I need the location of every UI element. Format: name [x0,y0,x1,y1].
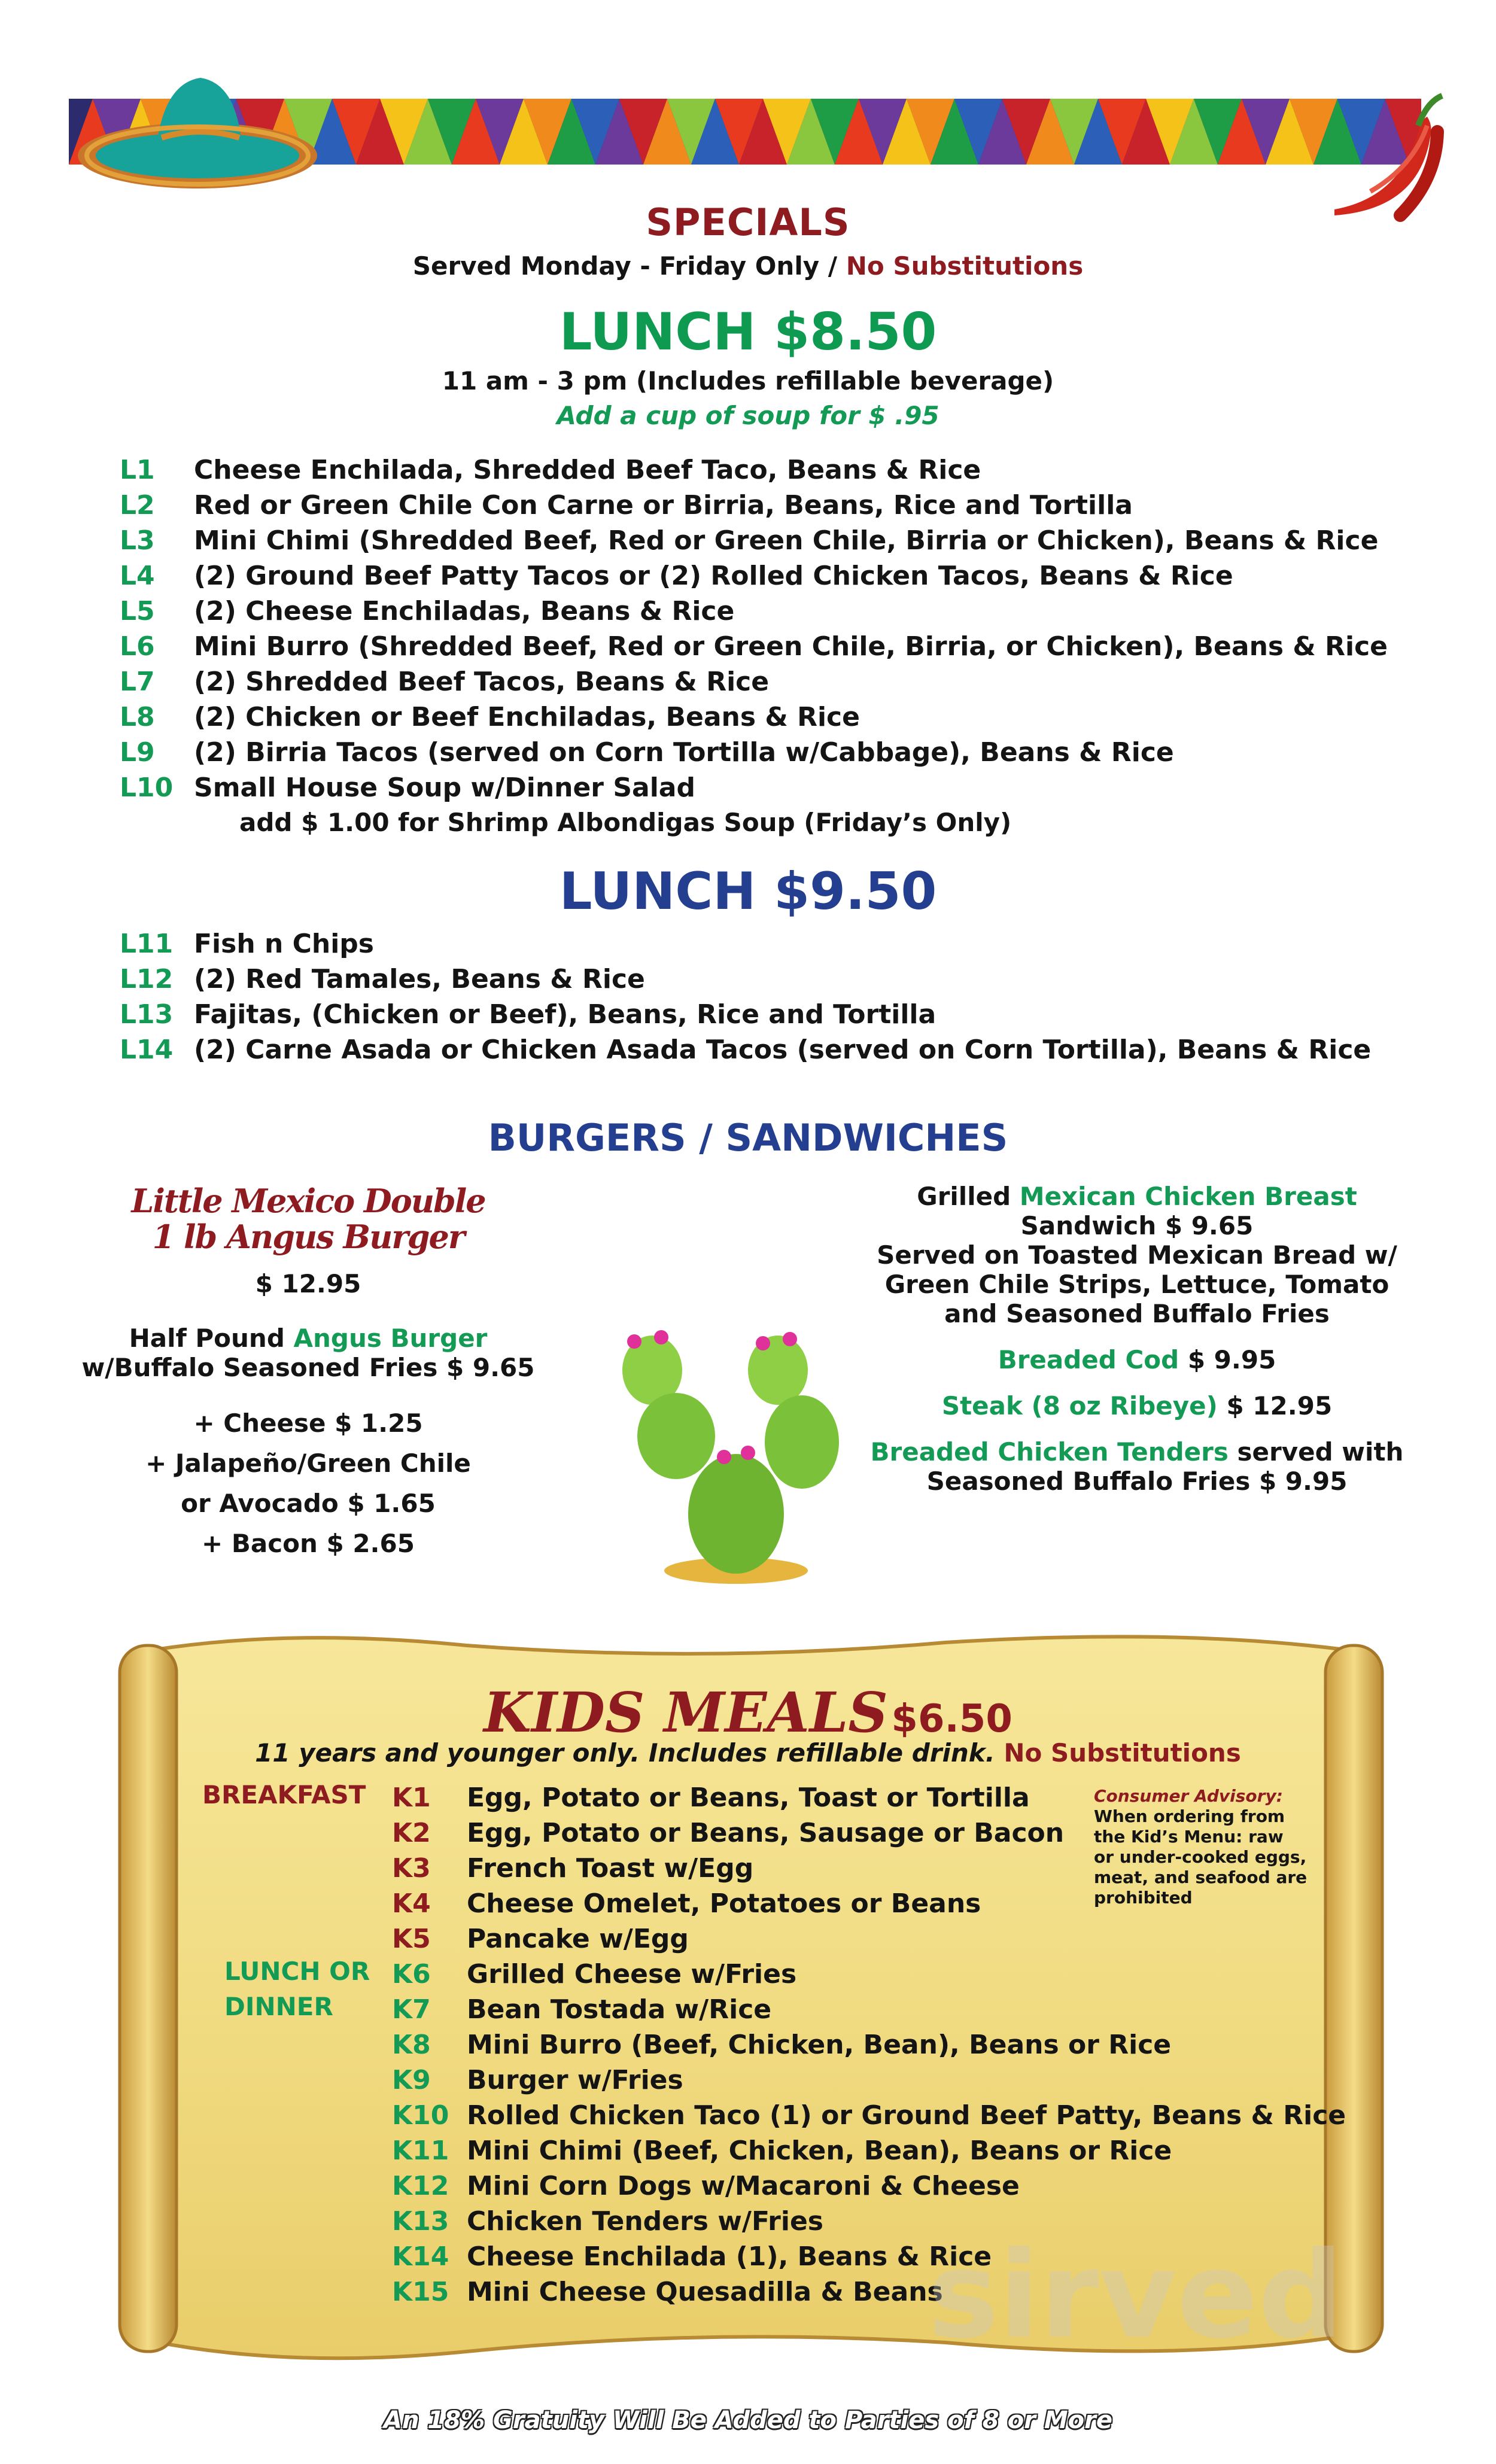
kids-item [392,1992,1346,2027]
lunch2-item [120,1032,1371,1067]
lunch-hours: 11 am - 3 pm (Includes refillable beverage) [442,366,1054,396]
dinner-label: DINNER [224,1992,333,2021]
kids-meals-title: KIDS MEALS [484,1680,888,1745]
kids-item [392,2063,1346,2098]
lunch1-item-code: L8 [120,702,155,732]
lunch1-item [120,523,1388,558]
lunch-or-label: LUNCH OR [224,1957,370,1986]
kids-item [392,2133,1346,2168]
burgers-sandwiches-title: BURGERS / SANDWICHES [488,1116,1008,1160]
soup-addon-note: Add a cup of soup for $ .95 [557,401,939,430]
kids-item-text: French Toast w/Egg [467,1853,754,1884]
lunch-950-list [120,926,1371,1067]
addon-avocado: or Avocado $ 1.65 [181,1489,436,1518]
lunch2-item-text: (2) Red Tamales, Beans & Rice [194,964,645,994]
kids-item [392,2098,1346,2133]
lunch1-item [120,770,1388,805]
kids-item-text: Mini Burro (Beef, Chicken, Bean), Beans or Rice [467,2030,1172,2060]
kids-item-text: Mini Cheese Quesadilla & Beans [467,2277,943,2307]
kids-item-text: Mini Corn Dogs w/Macaroni & Cheese [467,2171,1020,2201]
grilled-label: Grilled [917,1182,1020,1211]
lunch1-item-text: (2) Shredded Beef Tacos, Beans & Rice [194,667,770,697]
lunch1-item-code: L2 [120,490,155,521]
kids-item-code: K6 [392,1959,431,1990]
shrimp-soup-addon: add $ 1.00 for Shrimp Albondigas Soup (Friday’s Only) [239,808,1012,837]
lunch1-item-text: Red or Green Chile Con Carne or Birria, Beans, Rice and Tortilla [194,490,1133,521]
half-pound-fries-price: w/Buffalo Seasoned Fries $ 9.65 [81,1353,535,1382]
kids-item-text: Bean Tostada w/Rice [467,1994,772,2025]
kids-item-text: Burger w/Fries [467,2065,683,2095]
double-burger-name-line2: 1 lb Angus Burger [152,1218,464,1256]
chicken-sandwich-desc2: Green Chile Strips, Lettuce, Tomato [884,1270,1389,1299]
breaded-cod-price: $ 9.95 [1179,1345,1276,1374]
advisory-line5: prohibited [1094,1888,1193,1908]
lunch1-item-text: (2) Birria Tacos (served on Corn Tortilla w/Cabbage), Beans & Rice [194,737,1174,768]
kids-item [392,1921,1346,1957]
kids-item-text: Grilled Cheese w/Fries [467,1959,797,1990]
kids-item-text: Egg, Potato or Beans, Toast or Tortilla [467,1782,1030,1813]
lunch1-item-code: L9 [120,737,155,768]
steak-label: Steak (8 oz Ribeye) [941,1391,1218,1420]
lunch1-item-code: L7 [120,667,155,697]
breaded-cod-label: Breaded Cod [998,1345,1179,1374]
chicken-tenders-label: Breaded Chicken Tenders [870,1437,1229,1467]
kids-item [392,2168,1346,2204]
lunch1-item-text: Cheese Enchilada, Shredded Beef Taco, Beans & Rice [194,455,981,485]
no-substitutions-note: No Substitutions [846,251,1084,281]
lunch2-item-text: (2) Carne Asada or Chicken Asada Tacos (served on Corn Tortilla), Beans & Rice [194,1035,1372,1065]
kids-item-code: K3 [392,1853,431,1884]
kids-item-code: K11 [392,2136,449,2166]
kids-item-code: K14 [392,2241,449,2272]
lunch1-item [120,488,1388,523]
lunch1-item [120,558,1388,594]
kids-item-text: Cheese Omelet, Potatoes or Beans [467,1888,981,1919]
kids-item-code: K5 [392,1924,431,1954]
lunch1-item-text: (2) Chicken or Beef Enchiladas, Beans & Rice [194,702,860,732]
kids-age-note: 11 years and younger only. Includes refillable drink. [255,1738,995,1768]
addon-jalapeno: + Jalapeño/Green Chile [145,1449,471,1478]
kids-item-code: K15 [392,2277,449,2307]
kids-item-text: Mini Chimi (Beef, Chicken, Bean), Beans or Rice [467,2136,1172,2166]
lunch1-item [120,629,1388,664]
lunch2-item [120,926,1371,962]
kids-item-text: Chicken Tenders w/Fries [467,2206,823,2237]
sombrero-icon [72,66,323,191]
kids-item-text: Cheese Enchilada (1), Beans & Rice [467,2241,992,2272]
steak-price: $ 12.95 [1217,1391,1333,1420]
lunch2-item [120,962,1371,997]
chicken-breast-label: Mexican Chicken Breast [1019,1182,1357,1211]
lunch1-item-code: L4 [120,561,155,591]
kids-item-text: Egg, Potato or Beans, Sausage or Bacon [467,1818,1065,1848]
burger-left-column [54,1182,562,1558]
kids-meals-subtitle [0,1738,1496,1768]
addon-cheese: + Cheese $ 1.25 [193,1409,423,1438]
half-pound-burger [54,1324,562,1353]
lunch2-item-code: L11 [120,929,174,959]
cactus-icon [604,1298,856,1586]
lunch1-item [120,735,1388,770]
steak-ribeye [838,1391,1436,1420]
kids-item-code: K12 [392,2171,449,2201]
lunch1-item-code: L3 [120,525,155,556]
served-days: Served Monday - Friday Only / [412,251,838,281]
kids-item-text: Rolled Chicken Taco (1) or Ground Beef Patty, Beans & Rice [467,2100,1346,2131]
lunch1-item-text: (2) Ground Beef Patty Tacos or (2) Rolled Chicken Tacos, Beans & Rice [194,561,1233,591]
specials-subtitle [0,251,1496,281]
chicken-tenders [838,1437,1436,1467]
lunch1-item-code: L10 [120,772,174,803]
lunch-850-list [120,452,1388,805]
lunch2-item-code: L12 [120,964,174,994]
kids-item-code: K9 [392,2065,431,2095]
advisory-title: Consumer Advisory: [1094,1786,1283,1806]
double-burger-price: $ 12.95 [255,1269,361,1298]
breaded-cod [838,1345,1436,1374]
angus-burger-label: Angus Burger [293,1324,488,1353]
kids-item [392,2027,1346,2063]
lunch-850-title: LUNCH $8.50 [559,302,937,362]
lunch1-item [120,594,1388,629]
lunch1-item-code: L1 [120,455,155,485]
burger-right-column [838,1182,1436,1496]
chicken-tenders-served: served with [1228,1437,1404,1467]
lunch2-item-text: Fajitas, (Chicken or Beef), Beans, Rice and Tortilla [194,999,936,1030]
chicken-tenders-price: Seasoned Buffalo Fries $ 9.95 [926,1467,1348,1496]
kids-meals-header [0,1680,1496,1745]
kids-meals-price: $6.50 [891,1697,1012,1741]
lunch1-item [120,452,1388,488]
gratuity-notice: An 18% Gratuity Will Be Added to Parties of 8 or More [384,2407,1112,2434]
kids-no-substitutions: No Substitutions [1004,1738,1241,1768]
addon-bacon: + Bacon $ 2.65 [202,1529,415,1558]
lunch1-item-text: (2) Cheese Enchiladas, Beans & Rice [194,596,735,626]
kids-item-code: K8 [392,2030,431,2060]
advisory-line2: the Kid’s Menu: raw [1094,1827,1284,1847]
lunch1-item-text: Mini Chimi (Shredded Beef, Red or Green Chile, Birria or Chicken), Beans & Rice [194,525,1379,556]
chicken-sandwich-price: Sandwich $ 9.65 [1020,1211,1254,1240]
lunch2-item-text: Fish n Chips [194,929,374,959]
lunch1-item-text: Small House Soup w/Dinner Salad [194,772,695,803]
half-pound-label: Half Pound [129,1324,294,1353]
kids-item-code: K1 [392,1782,431,1813]
consumer-advisory [1094,1786,1321,1908]
kids-item-code: K13 [392,2206,449,2237]
chicken-breast-sandwich [838,1182,1436,1211]
lunch2-item [120,997,1371,1032]
kids-item-code: K4 [392,1888,431,1919]
specials-title: SPECIALS [646,200,850,244]
breakfast-label: BREAKFAST [202,1780,366,1809]
kids-item-text: Pancake w/Egg [467,1924,689,1954]
lunch1-item [120,664,1388,699]
lunch-950-title: LUNCH $9.50 [559,862,937,921]
kids-item-code: K10 [392,2100,449,2131]
lunch2-item-code: L14 [120,1035,174,1065]
lunch1-item-text: Mini Burro (Shredded Beef, Red or Green Chile, Birria, or Chicken), Beans & Rice [194,631,1388,662]
lunch1-item-code: L6 [120,631,155,662]
double-burger-name-line1: Little Mexico Double [131,1182,485,1220]
kids-item [392,1957,1346,1992]
lunch1-item-code: L5 [120,596,155,626]
chicken-sandwich-desc3: and Seasoned Buffalo Fries [944,1299,1330,1328]
watermark-logo: sirved [928,2226,1344,2365]
kids-item-code: K7 [392,1994,431,2025]
advisory-line1: When ordering from [1094,1806,1285,1826]
lunch2-item-code: L13 [120,999,174,1030]
kids-item-code: K2 [392,1818,431,1848]
lunch1-item [120,699,1388,735]
advisory-line3: or under-cooked eggs, [1094,1847,1307,1867]
chicken-sandwich-desc1: Served on Toasted Mexican Bread w/ [877,1240,1397,1270]
advisory-line4: meat, and seafood are [1094,1867,1308,1887]
